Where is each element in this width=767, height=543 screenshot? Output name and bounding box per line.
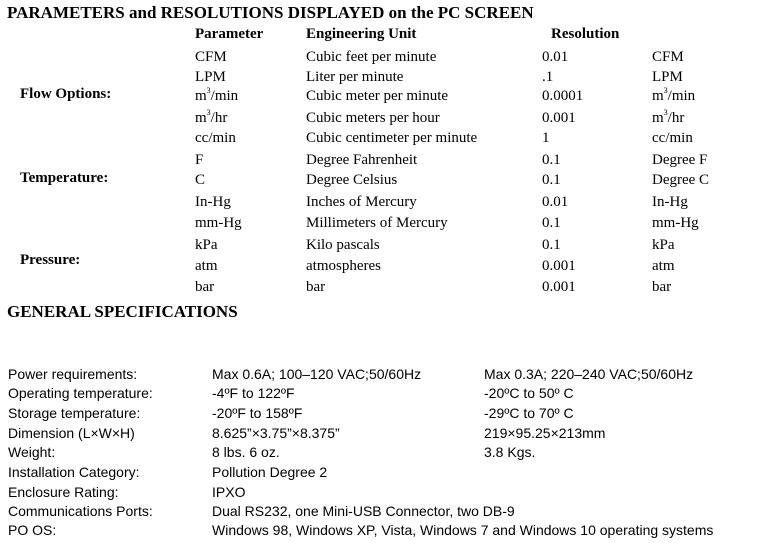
row-engineering-unit: Cubic centimeter per minute (306, 130, 478, 146)
row-display-unit: mm-Hg (652, 215, 699, 231)
group-label-temperature: Temperature: (20, 170, 109, 186)
spec-label: Operating temperature: (8, 385, 153, 401)
row-resolution: 0.1 (542, 215, 561, 231)
spec-value: -20ºF to 158ºF (212, 405, 303, 421)
general-specifications-title: GENERAL SPECIFICATIONS (7, 302, 238, 321)
row-resolution: 0.01 (542, 194, 569, 210)
spec-value-metric: -20ºC to 50º C (484, 385, 574, 401)
row-display-unit: atm (652, 258, 675, 274)
row-parameter: mm-Hg (195, 215, 242, 231)
row-engineering-unit: Kilo pascals (306, 237, 380, 253)
page-title: PARAMETERS and RESOLUTIONS DISPLAYED on the PC SCREEN (7, 3, 534, 22)
group-label-flow: Flow Options: (20, 86, 112, 102)
row-display-unit: CFM (652, 49, 684, 65)
spec-label: Communications Ports: (8, 503, 153, 519)
header-parameter: Parameter (195, 26, 264, 42)
row-display-unit: cc/min (652, 130, 693, 146)
row-parameter: In-Hg (195, 194, 231, 210)
row-display-unit: LPM (652, 69, 683, 85)
row-display-unit: In-Hg (652, 194, 688, 210)
spec-value-metric: 219×95.25×213mm (484, 425, 606, 441)
row-resolution: 0.001 (542, 279, 576, 295)
row-resolution: 0.1 (542, 237, 561, 253)
group-label-pressure: Pressure: (20, 252, 81, 268)
row-resolution: 0.001 (542, 258, 576, 274)
header-engineering-unit: Engineering Unit (306, 26, 417, 42)
row-parameter: atm (195, 258, 218, 274)
spec-value-metric: Max 0.3A; 220–240 VAC;50/60Hz (484, 366, 694, 382)
spec-label: Enclosure Rating: (8, 484, 119, 500)
spec-value: Dual RS232, one Mini-USB Connector, two DB-9 (212, 503, 515, 519)
row-resolution: 0.0001 (542, 88, 584, 104)
spec-value: 8 lbs. 6 oz. (212, 444, 280, 460)
row-parameter: F (195, 152, 204, 168)
spec-label: Installation Category: (8, 464, 140, 480)
spec-label: PO OS: (8, 522, 57, 538)
header-resolution: Resolution (551, 26, 620, 42)
row-resolution: 0.001 (542, 110, 576, 126)
row-resolution: 0.01 (542, 49, 569, 65)
row-display-unit: bar (652, 279, 672, 295)
row-engineering-unit: Degree Fahrenheit (306, 152, 418, 168)
row-resolution: 0.1 (542, 172, 561, 188)
row-parameter: bar (195, 279, 215, 295)
spec-label: Dimension (L×W×H) (8, 425, 135, 441)
row-parameter: cc/min (195, 130, 236, 146)
spec-label: Weight: (8, 444, 56, 460)
spec-value: Max 0.6A; 100–120 VAC;50/60Hz (212, 366, 422, 382)
row-engineering-unit: Inches of Mercury (306, 194, 417, 210)
row-resolution: 1 (542, 130, 550, 146)
row-engineering-unit: bar (306, 279, 326, 295)
row-engineering-unit: Millimeters of Mercury (306, 215, 448, 231)
row-engineering-unit: atmospheres (306, 258, 381, 274)
spec-label: Power requirements: (8, 366, 138, 382)
row-display-unit: $m^3/\min$ (652, 86, 696, 104)
spec-label: Storage temperature: (8, 405, 141, 421)
row-parameter: C (195, 172, 206, 188)
spec-value-metric: 3.8 Kgs. (484, 444, 536, 460)
spec-value: -4ºF to 122ºF (212, 385, 295, 401)
spec-value-metric: -29ºC to 70º C (484, 405, 574, 421)
row-engineering-unit: Degree Celsius (306, 172, 398, 188)
row-parameter: $m^3/\min$ (195, 86, 239, 104)
row-engineering-unit: Liter per minute (306, 69, 404, 85)
row-engineering-unit: Cubic meter per minute (306, 88, 449, 104)
row-parameter: $m^3/hr$ (195, 108, 228, 126)
row-display-unit: kPa (652, 237, 675, 253)
row-parameter: kPa (195, 237, 218, 253)
spec-value: Windows 98, Windows XP, Vista, Windows 7 and Windows 10 operating systems (212, 522, 714, 538)
row-resolution: .1 (542, 69, 554, 85)
row-parameter: CFM (195, 49, 227, 65)
row-parameter: LPM (195, 69, 226, 85)
row-engineering-unit: Cubic feet per minute (306, 49, 437, 65)
row-display-unit: Degree F (652, 152, 708, 168)
row-resolution: 0.1 (542, 152, 561, 168)
row-display-unit: Degree C (652, 172, 710, 188)
spec-value: IPXO (212, 484, 246, 500)
row-display-unit: $m^3/hr$ (652, 108, 685, 126)
spec-value: Pollution Degree 2 (212, 464, 328, 480)
row-engineering-unit: Cubic meters per hour (306, 110, 440, 126)
spec-value: 8.625”×3.75”×8.375” (212, 425, 340, 441)
